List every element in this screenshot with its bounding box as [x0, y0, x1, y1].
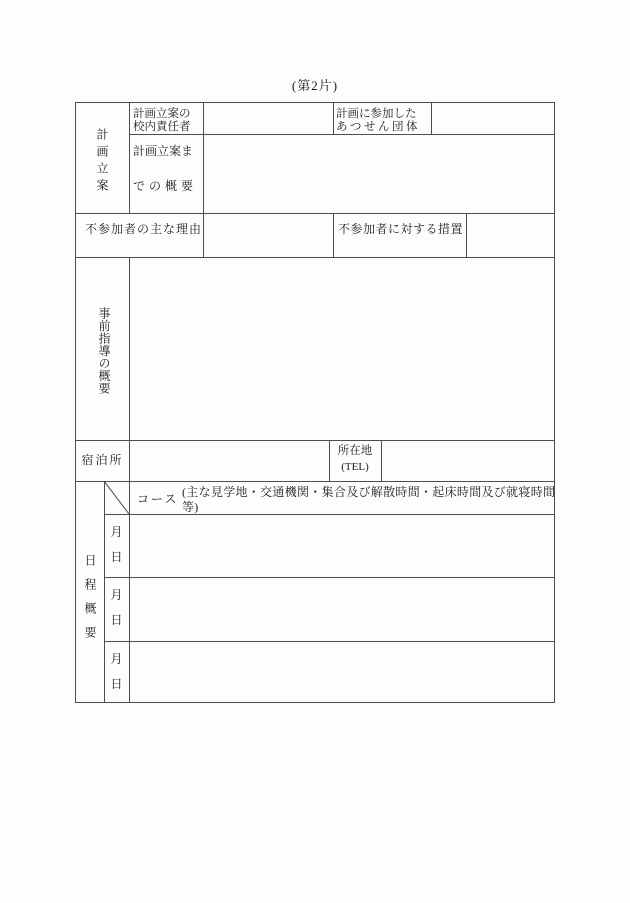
participating-org-label-line1: 計画に参加した	[336, 108, 417, 120]
itinerary-row3-value-cell	[130, 641, 554, 702]
lodging-location-value-cell	[382, 440, 554, 481]
itinerary-row1-value-cell	[130, 514, 554, 577]
course-note-line1: (主な見学地・交通機関・集合及び解散時間・起床時間及び就寝時間	[182, 485, 556, 499]
month-label: 月	[110, 652, 123, 666]
form-table	[75, 102, 555, 703]
course-label: コース	[137, 492, 179, 506]
planning-section-label: 計画立案	[95, 128, 109, 196]
month-label: 月	[110, 525, 123, 539]
day-label: 日	[110, 677, 123, 691]
planning-outline-label-line1: 計画立案ま	[133, 144, 194, 158]
planning-outline-label-line2: での概要	[133, 179, 198, 193]
lodging-location-tel-label: (TEL)	[341, 461, 369, 473]
divider-line	[129, 103, 130, 213]
nonparticipants-reason-label: 不参加者の主な理由	[85, 222, 203, 236]
planning-responsible-label	[133, 108, 191, 134]
participating-org-value-cell	[432, 103, 554, 134]
planning-outline-value-cell	[204, 134, 554, 213]
itinerary-row2-date-cell	[104, 577, 129, 641]
prior-guidance-label: 事前指導の概要	[97, 307, 111, 395]
divider-line	[333, 103, 334, 134]
participating-org-label	[336, 108, 420, 134]
itinerary-section-label: 日程概要	[83, 554, 97, 650]
divider-line	[76, 481, 554, 482]
lodging-label: 宿泊所	[81, 453, 124, 467]
month-label: 月	[110, 588, 123, 602]
participating-org-label-line2: あつせん団体	[336, 121, 420, 133]
divider-line	[333, 213, 334, 257]
nonparticipants-measures-label: 不参加者に対する措置	[338, 222, 464, 236]
lodging-value-cell	[130, 440, 329, 481]
lodging-location-label-line1: 所在地	[337, 445, 373, 457]
itinerary-row3-date-cell	[104, 641, 129, 702]
planning-responsible-value-cell	[204, 103, 333, 134]
course-note	[182, 485, 555, 515]
page-title: (第2片)	[291, 78, 339, 93]
day-label: 日	[110, 613, 123, 627]
lodging-location-label	[329, 443, 381, 475]
itinerary-row2-value-cell	[130, 577, 554, 641]
planning-outline-label	[133, 145, 197, 193]
prior-guidance-value-cell	[130, 257, 554, 440]
nonparticipants-reason-value-cell	[204, 213, 333, 257]
planning-responsible-label-line2: 校内責任者	[133, 121, 191, 133]
nonparticipants-measures-value-cell	[467, 213, 554, 257]
planning-responsible-label-line1: 計画立案の	[133, 108, 191, 120]
itinerary-row1-date-cell	[104, 514, 129, 577]
day-label: 日	[110, 550, 123, 564]
course-note-line2: 等)	[182, 500, 199, 514]
diagonal-line	[104, 481, 129, 514]
